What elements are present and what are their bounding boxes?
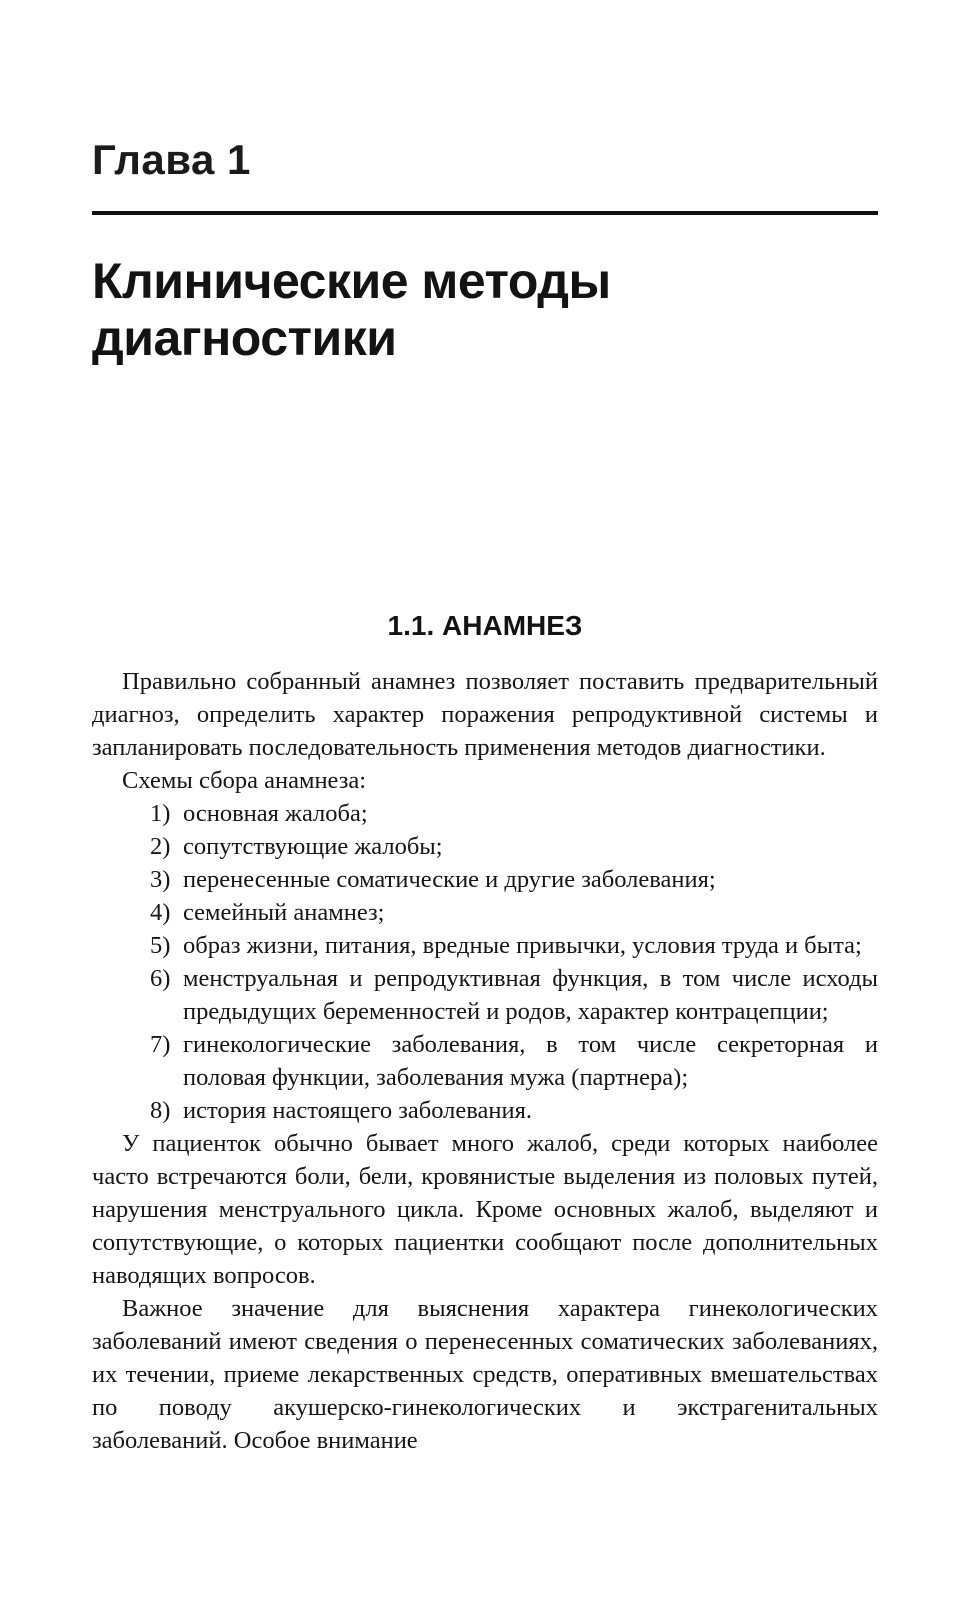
list-item-number: 3) (150, 866, 171, 893)
list-item-number: 6) (150, 965, 171, 992)
page-content (92, 0, 878, 1457)
list-item-2 (92, 830, 878, 863)
paragraph-complaints: У пациенток обычно бывает много жалоб, среди которых наиболее часто встречаются боли, бели, кровянистые выделения из половых путей, нарушения менструального цикла. Кроме основных жалоб, выделяют и сопутствующие, о которых пациентки сообщают после дополнительных наводящих вопросов. (92, 1130, 878, 1289)
list-item-text: перенесенные соматические и другие заболевания; (183, 866, 716, 893)
list-item-text: гинекологические заболевания, в том числе секреторная и половая функции, заболевания мужа (партнера); (183, 1031, 878, 1091)
anamnesis-scheme-list (92, 797, 878, 1127)
list-item-text: менструальная и репродуктивная функция, в том числе исходы предыдущих беременностей и родов, характер контрацепции; (183, 965, 878, 1025)
section-heading: 1.1. АНАМНЕЗ (387, 610, 583, 641)
list-item-3 (92, 863, 878, 896)
list-item-1 (92, 797, 878, 830)
list-item-text: история настоящего заболевания. (183, 1097, 533, 1124)
list-item-5 (92, 929, 878, 962)
list-item-7 (92, 1028, 878, 1094)
chapter-label: Глава 1 (92, 136, 251, 183)
list-item-6 (92, 962, 878, 1028)
chapter-title: Клинические методы диагностики (92, 253, 611, 366)
list-item-text: семейный анамнез; (183, 899, 385, 926)
list-item-8 (92, 1094, 878, 1127)
list-item-4 (92, 896, 878, 929)
list-item-number: 1) (150, 800, 171, 827)
list-item-text: образ жизни, питания, вредные привычки, условия труда и быта; (183, 932, 862, 959)
list-item-number: 5) (150, 932, 171, 959)
list-item-number: 2) (150, 833, 171, 860)
list-item-number: 4) (150, 899, 171, 926)
list-item-number: 8) (150, 1097, 171, 1124)
list-item-text: основная жалоба; (183, 800, 368, 827)
paragraph-intro: Правильно собранный анамнез позволяет поставить предварительный диагноз, определить характер поражения репродуктивной системы и запланировать последовательность применения методов диагностики. (92, 668, 878, 761)
list-item-text: сопутствующие жалобы; (183, 833, 443, 860)
paragraph-importance: Важное значение для выяснения характера гинекологических заболеваний имеют сведения о перенесенных соматических заболеваниях, их течении, приеме лекарственных средств, оперативных вмешательствах по поводу акушерско-гинекологических и экстрагенитальных заболеваний. Особое внимание (92, 1295, 878, 1454)
chapter-divider (92, 211, 878, 215)
list-item-number: 7) (150, 1031, 171, 1058)
list-intro: Схемы сбора анамнеза: (122, 767, 367, 794)
